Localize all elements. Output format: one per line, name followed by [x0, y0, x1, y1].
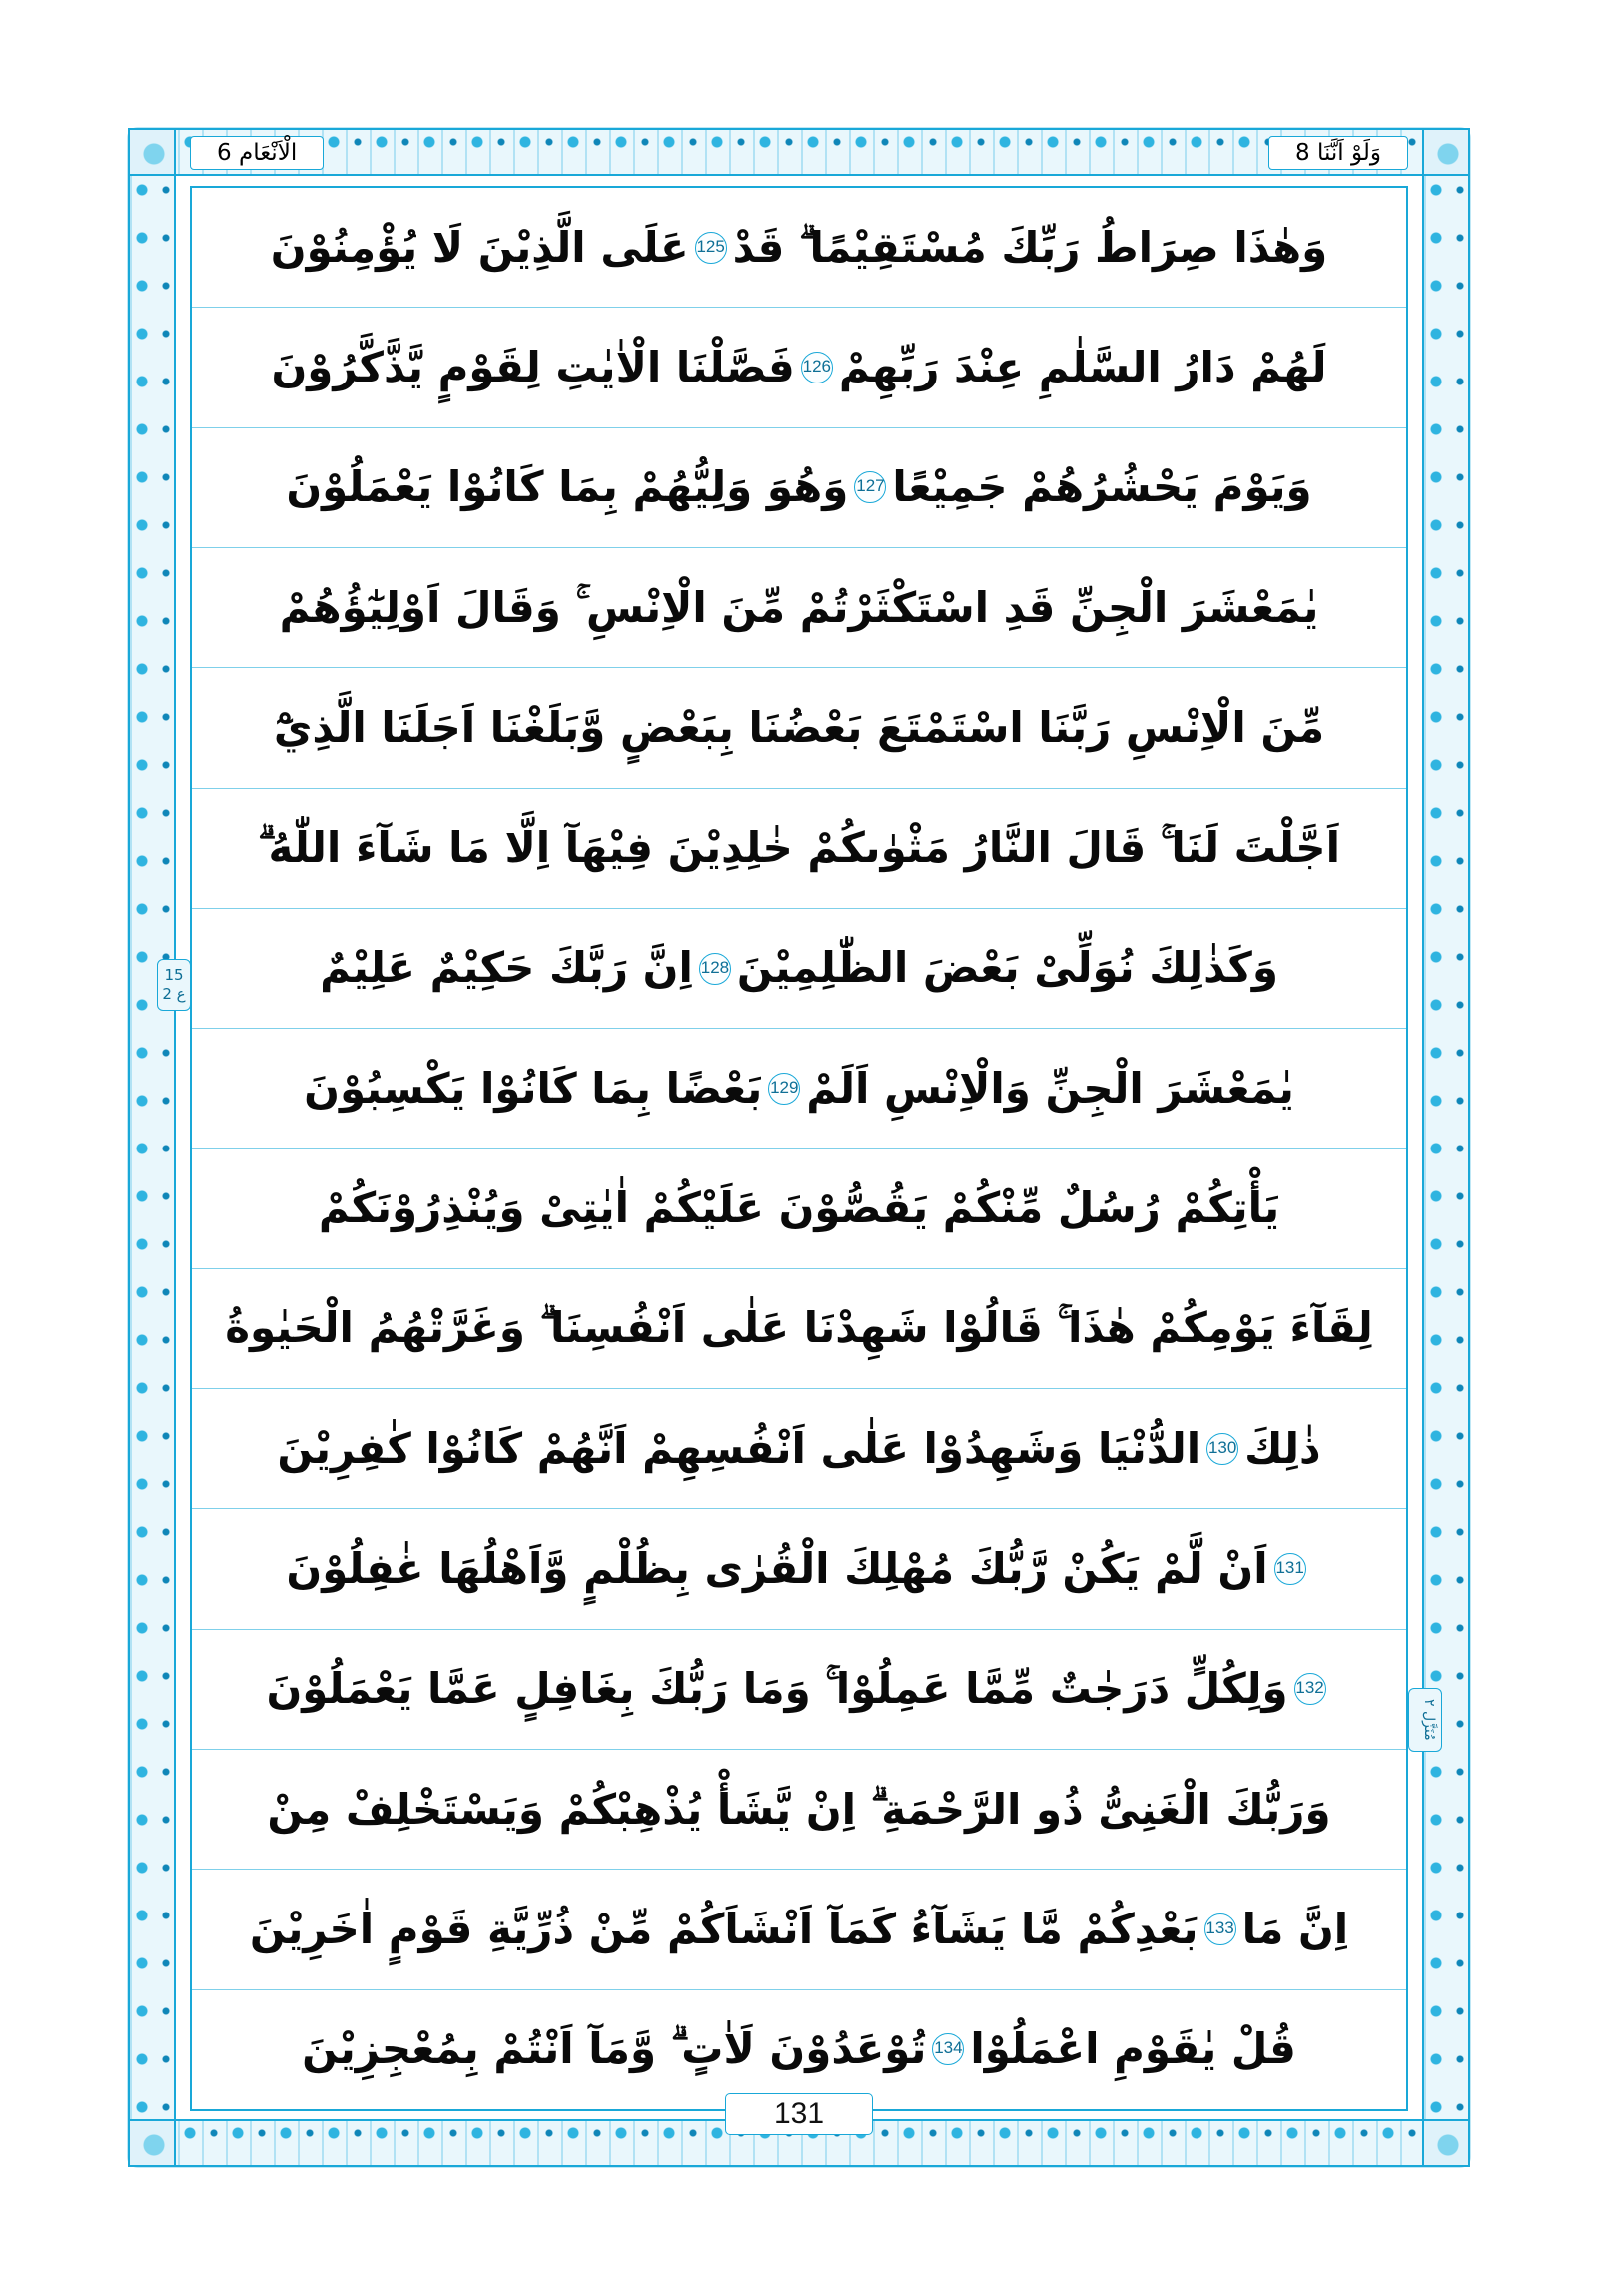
ayah-text: بَعْدِكُمْ مَّا يَشَآءُ كَمَآ اَنْشَاَكُمْ مِّنْ ذُرِّيَّةِ قَوْمٍ اٰخَرِيْنَ	[249, 1904, 1198, 1953]
ayah-number-badge: 127	[854, 471, 886, 503]
ayah-number-badge: 129	[768, 1073, 800, 1105]
ayah-text: اِنَّ مَا	[1241, 1904, 1349, 1953]
ayah-text: فَصَّلْنَا الْاٰيٰتِ لِقَوْمٍ يَّذَّكَّرُوْنَ	[271, 342, 795, 391]
ornament-corner-top-right	[128, 128, 176, 176]
ayah-text: لِقَآءَ يَوْمِكُمْ هٰذَا ۚ قَالُوْا شَهِدْنَا عَلٰى اَنْفُسِنَا ۗ وَغَرَّتْهُمُ الْحَيٰوةُ	[225, 1303, 1373, 1353]
ayah-lines	[192, 188, 1406, 2109]
ayah-text: وَرَبُّكَ الْغَنِىُّ ذُو الرَّحْمَةِ ۗ اِنْ يَّشَأْ يُذْهِبْكُمْ وَيَسْتَخْلِفْ مِنْ	[267, 1784, 1331, 1834]
ayah-text: الدُّنْيَا وَشَهِدُوْا عَلٰى اَنْفُسِهِمْ اَنَّهُمْ كَانُوْا كٰفِرِيْنَ	[277, 1423, 1201, 1473]
ayah-number-badge: 130	[1206, 1433, 1238, 1465]
ayah-text: اَجَّلْتَ لَنَا ۚ قَالَ النَّارُ مَثْوٰىكُمْ خٰلِدِيْنَ فِيْهَآ اِلَّا مَا شَآءَ اللّٰهُ ۗ	[258, 823, 1340, 873]
ayah-line	[192, 308, 1406, 427]
ayah-line	[192, 1870, 1406, 1989]
ayah-text: وَيَوْمَ يَحْشُرُهُمْ جَمِيْعًا	[892, 462, 1312, 512]
ayah-line	[192, 1990, 1406, 2109]
ayah-number-badge: 132	[1294, 1673, 1326, 1705]
ornament-corner-bottom-left	[1422, 2119, 1470, 2167]
ayah-text: تُوْعَدُوْنَ لَاٰتٍ ۗ وَّمَآ اَنْتُمْ بِمُعْجِزِيْنَ	[302, 2024, 927, 2074]
ayah-line	[192, 548, 1406, 668]
ayah-text: يَأْتِكُمْ رُسُلٌ مِّنْكُمْ يَقُصُّوْنَ عَلَيْكُمْ اٰيٰتِىْ وَيُنْذِرُوْنَكُمْ	[318, 1183, 1280, 1233]
ornament-corner-bottom-right	[128, 2119, 176, 2167]
ayah-text: عَلَى الَّذِيْنَ لَا يُؤْمِنُوْنَ	[270, 222, 689, 272]
ayah-text: اِنَّ رَبَّكَ حَكِيْمٌ عَلِيْمٌ	[320, 943, 693, 993]
ayah-line	[192, 188, 1406, 308]
ayah-text: يٰمَعْشَرَ الْجِنِّ قَدِ اسْتَكْثَرْتُمْ مِّنَ الْاِنْسِ ۚ وَقَالَ اَوْلِيٰٓؤُهُمْ	[279, 582, 1319, 632]
ayah-text: مِّنَ الْاِنْسِ رَبَّنَا اسْتَمْتَعَ بَعْضُنَا بِبَعْضٍ وَّبَلَغْنَا اَجَلَنَا الَّذِيْٓ	[273, 702, 1325, 752]
ayah-text: وَكَذٰلِكَ نُوَلِّىْ بَعْضَ الظّٰلِمِيْنَ	[736, 943, 1278, 993]
ayah-line	[192, 1509, 1406, 1629]
ayah-text: اَنْ لَّمْ يَكُنْ رَّبُّكَ مُهْلِكَ الْقُرٰى بِظُلْمٍ وَّاَهْلُهَا غٰفِلُوْنَ	[286, 1544, 1268, 1594]
ayah-number-badge: 133	[1204, 1913, 1236, 1945]
ornament-band-left	[128, 128, 176, 2167]
ayah-line	[192, 1389, 1406, 1509]
ayah-text: لَهُمْ دَارُ السَّلٰمِ عِنْدَ رَبِّهِمْ	[838, 342, 1327, 391]
ayah-line	[192, 668, 1406, 788]
ayah-line	[192, 909, 1406, 1029]
ayah-text: ذٰلِكَ	[1244, 1423, 1321, 1473]
ayah-line	[192, 1269, 1406, 1389]
ayah-text: وَهٰذَا صِرَاطُ رَبِّكَ مُسْتَقِيْمًا ۗ قَدْ	[732, 222, 1328, 272]
ornament-corner-top-left	[1422, 128, 1470, 176]
page-number: 131	[725, 2093, 873, 2135]
juz-name-label: وَلَوْ اَنَّنَا 8	[1268, 136, 1408, 171]
ayah-text: يٰمَعْشَرَ الْجِنِّ وَالْاِنْسِ اَلَمْ	[806, 1063, 1294, 1113]
ayah-line	[192, 789, 1406, 909]
ayah-number-badge: 134	[932, 2033, 964, 2065]
juz-marker: 15 ع 2	[157, 959, 191, 1011]
ayah-number-badge: 126	[801, 352, 833, 383]
ornament-band-right	[1422, 128, 1470, 2167]
ayah-number-badge: 125	[695, 232, 727, 264]
ayah-line	[192, 1149, 1406, 1269]
ayah-line	[192, 1750, 1406, 1870]
hizb-marker: مُنَزَّل ٢	[1408, 1688, 1442, 1752]
ayah-text: بَعْضًا بِمَا كَانُوْا يَكْسِبُوْنَ	[304, 1063, 763, 1113]
ayah-text: وَهُوَ وَلِيُّهُمْ بِمَا كَانُوْا يَعْمَلُوْنَ	[286, 462, 849, 512]
ornament-band-top	[128, 128, 1470, 176]
ayah-number-badge: 131	[1274, 1553, 1306, 1585]
ayah-line	[192, 1029, 1406, 1148]
ayah-line	[192, 1630, 1406, 1750]
surah-name-label: الْاَنْعَام 6	[190, 136, 324, 171]
ayah-line	[192, 428, 1406, 548]
ayah-text: وَلِكُلٍّ دَرَجٰتٌ مِّمَّا عَمِلُوْا ۚ وَمَا رَبُّكَ بِغَافِلٍ عَمَّا يَعْمَلُوْنَ	[266, 1664, 1288, 1714]
ayah-number-badge: 128	[699, 953, 731, 985]
ayah-text: قُلْ يٰقَوْمِ اعْمَلُوْا	[970, 2024, 1296, 2074]
